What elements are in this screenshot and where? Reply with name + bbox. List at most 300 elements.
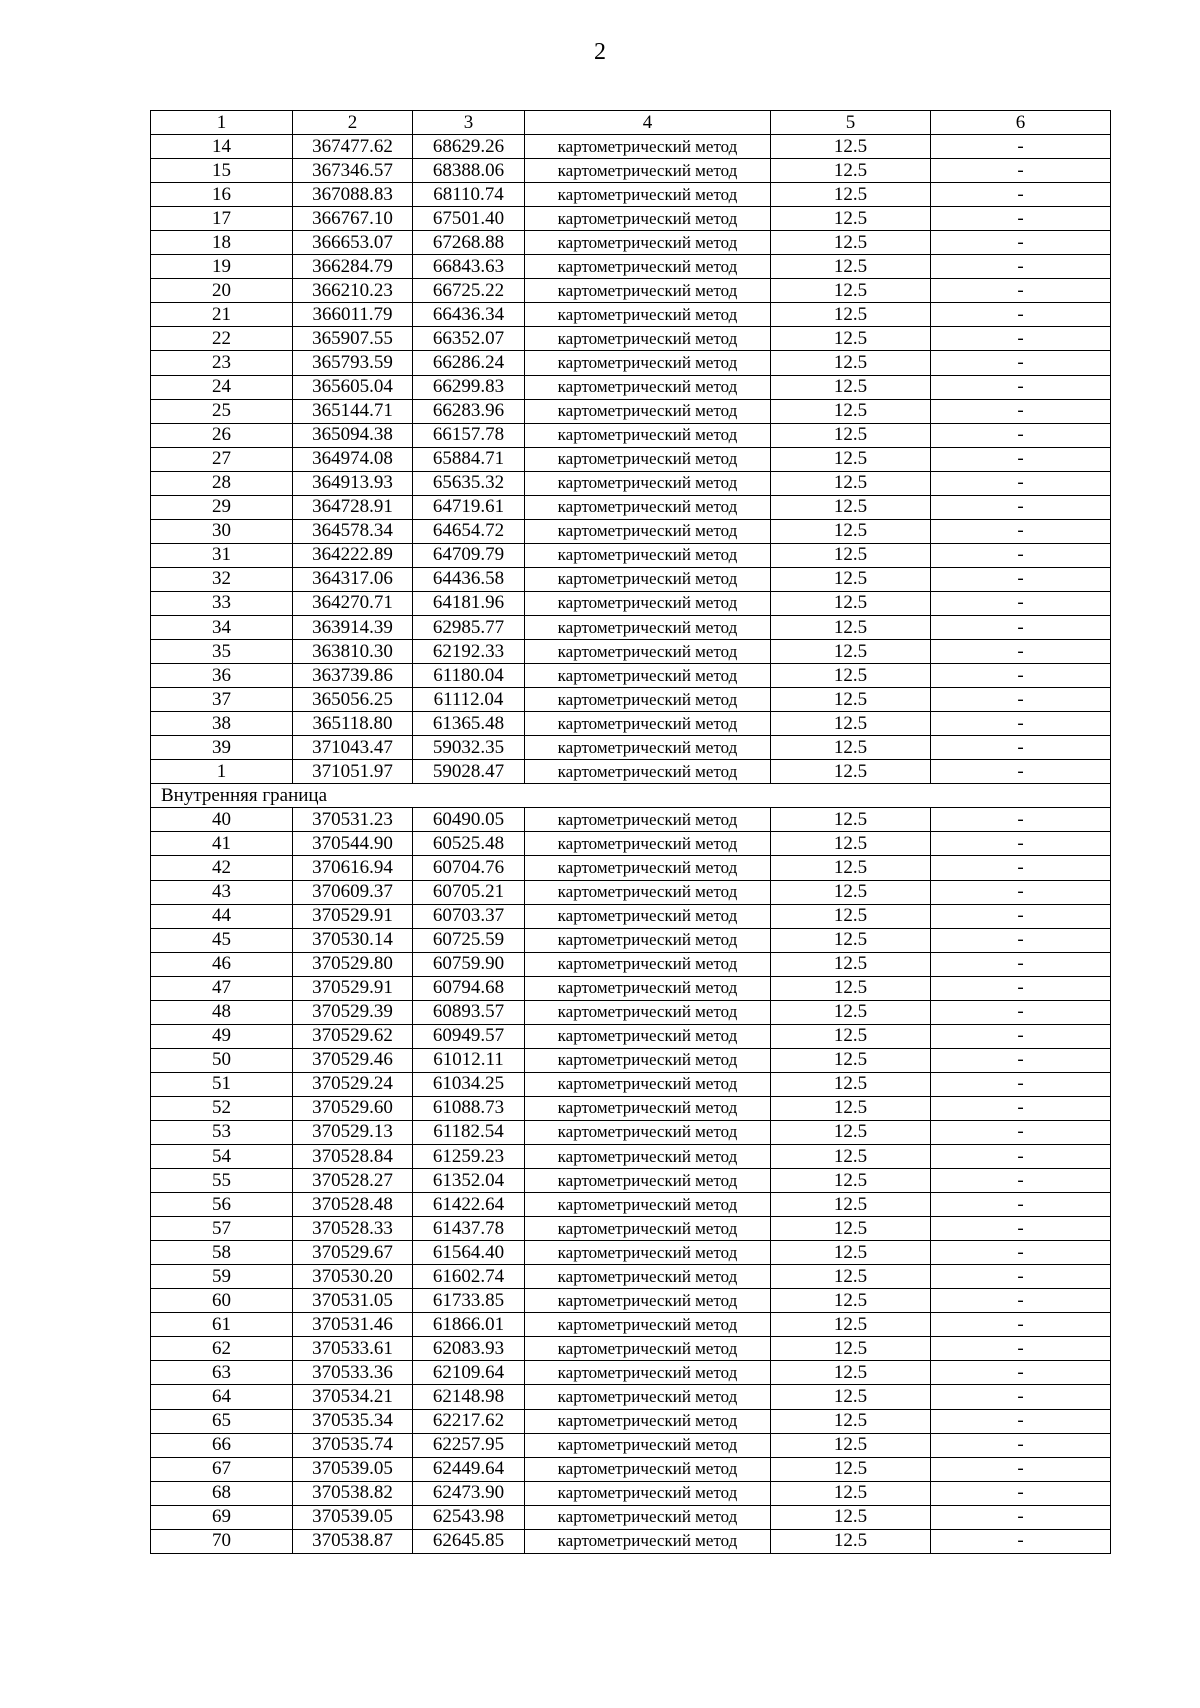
x-coordinate-cell: 364913.93 (293, 471, 413, 495)
method-cell: картометрический метод (525, 1481, 771, 1505)
method-cell: картометрический метод (525, 1289, 771, 1313)
description-cell: - (931, 1337, 1111, 1361)
accuracy-cell: 12.5 (771, 1433, 931, 1457)
accuracy-cell: 12.5 (771, 279, 931, 303)
point-number-cell: 31 (151, 543, 293, 567)
point-number-cell: 53 (151, 1120, 293, 1144)
description-cell: - (931, 1000, 1111, 1024)
accuracy-cell: 12.5 (771, 159, 931, 183)
point-number-cell: 22 (151, 327, 293, 351)
description-cell: - (931, 1505, 1111, 1529)
accuracy-cell: 12.5 (771, 231, 931, 255)
point-number-cell: 34 (151, 615, 293, 639)
table-row (151, 567, 1111, 591)
y-coordinate-cell: 61112.04 (413, 688, 525, 712)
table-row (151, 904, 1111, 928)
table-row (151, 159, 1111, 183)
accuracy-cell: 12.5 (771, 904, 931, 928)
description-cell: - (931, 1529, 1111, 1553)
x-coordinate-cell: 370533.61 (293, 1337, 413, 1361)
y-coordinate-cell: 60703.37 (413, 904, 525, 928)
description-cell: - (931, 591, 1111, 615)
method-cell: картометрический метод (525, 1241, 771, 1265)
point-number-cell: 51 (151, 1072, 293, 1096)
method-cell: картометрический метод (525, 519, 771, 543)
method-cell: картометрический метод (525, 904, 771, 928)
method-cell: картометрический метод (525, 1096, 771, 1120)
y-coordinate-cell: 59032.35 (413, 736, 525, 760)
y-coordinate-cell: 60893.57 (413, 1000, 525, 1024)
point-number-cell: 41 (151, 832, 293, 856)
x-coordinate-cell: 366210.23 (293, 279, 413, 303)
table-row (151, 423, 1111, 447)
table-row (151, 519, 1111, 543)
column-header: 2 (293, 111, 413, 135)
point-number-cell: 14 (151, 135, 293, 159)
x-coordinate-cell: 363810.30 (293, 640, 413, 664)
x-coordinate-cell: 370616.94 (293, 856, 413, 880)
x-coordinate-cell: 366653.07 (293, 231, 413, 255)
table-row (151, 279, 1111, 303)
table-row (151, 1313, 1111, 1337)
y-coordinate-cell: 66843.63 (413, 255, 525, 279)
table-row (151, 615, 1111, 639)
y-coordinate-cell: 62148.98 (413, 1385, 525, 1409)
x-coordinate-cell: 364317.06 (293, 567, 413, 591)
x-coordinate-cell: 366767.10 (293, 207, 413, 231)
y-coordinate-cell: 62217.62 (413, 1409, 525, 1433)
y-coordinate-cell: 60525.48 (413, 832, 525, 856)
description-cell: - (931, 519, 1111, 543)
x-coordinate-cell: 370539.05 (293, 1457, 413, 1481)
description-cell: - (931, 423, 1111, 447)
method-cell: картометрический метод (525, 591, 771, 615)
method-cell: картометрический метод (525, 1072, 771, 1096)
point-number-cell: 65 (151, 1409, 293, 1433)
accuracy-cell: 12.5 (771, 1024, 931, 1048)
accuracy-cell: 12.5 (771, 688, 931, 712)
description-cell: - (931, 1361, 1111, 1385)
accuracy-cell: 12.5 (771, 135, 931, 159)
y-coordinate-cell: 62543.98 (413, 1505, 525, 1529)
method-cell: картометрический метод (525, 808, 771, 832)
table-row (151, 1048, 1111, 1072)
table-row (151, 447, 1111, 471)
table-header-row (151, 111, 1111, 135)
x-coordinate-cell: 367088.83 (293, 183, 413, 207)
x-coordinate-cell: 371051.97 (293, 760, 413, 784)
table-row (151, 183, 1111, 207)
description-cell: - (931, 976, 1111, 1000)
y-coordinate-cell: 67268.88 (413, 231, 525, 255)
accuracy-cell: 12.5 (771, 1409, 931, 1433)
accuracy-cell: 12.5 (771, 1337, 931, 1361)
point-number-cell: 16 (151, 183, 293, 207)
point-number-cell: 67 (151, 1457, 293, 1481)
description-cell: - (931, 1289, 1111, 1313)
point-number-cell: 33 (151, 591, 293, 615)
x-coordinate-cell: 365056.25 (293, 688, 413, 712)
accuracy-cell: 12.5 (771, 832, 931, 856)
table-row (151, 1000, 1111, 1024)
y-coordinate-cell: 61564.40 (413, 1241, 525, 1265)
point-number-cell: 28 (151, 471, 293, 495)
method-cell: картометрический метод (525, 279, 771, 303)
table-row (151, 1145, 1111, 1169)
y-coordinate-cell: 64719.61 (413, 495, 525, 519)
y-coordinate-cell: 61182.54 (413, 1120, 525, 1144)
method-cell: картометрический метод (525, 664, 771, 688)
x-coordinate-cell: 370531.46 (293, 1313, 413, 1337)
y-coordinate-cell: 62109.64 (413, 1361, 525, 1385)
description-cell: - (931, 712, 1111, 736)
accuracy-cell: 12.5 (771, 808, 931, 832)
y-coordinate-cell: 61012.11 (413, 1048, 525, 1072)
method-cell: картометрический метод (525, 640, 771, 664)
accuracy-cell: 12.5 (771, 1096, 931, 1120)
point-number-cell: 29 (151, 495, 293, 519)
method-cell: картометрический метод (525, 183, 771, 207)
description-cell: - (931, 207, 1111, 231)
accuracy-cell: 12.5 (771, 1313, 931, 1337)
accuracy-cell: 12.5 (771, 664, 931, 688)
description-cell: - (931, 1145, 1111, 1169)
description-cell: - (931, 1120, 1111, 1144)
x-coordinate-cell: 366011.79 (293, 303, 413, 327)
column-header: 6 (931, 111, 1111, 135)
table-row (151, 351, 1111, 375)
description-cell: - (931, 904, 1111, 928)
description-cell: - (931, 1169, 1111, 1193)
description-cell: - (931, 255, 1111, 279)
point-number-cell: 59 (151, 1265, 293, 1289)
table-row (151, 1409, 1111, 1433)
accuracy-cell: 12.5 (771, 856, 931, 880)
description-cell: - (931, 1193, 1111, 1217)
accuracy-cell: 12.5 (771, 567, 931, 591)
description-cell: - (931, 375, 1111, 399)
description-cell: - (931, 495, 1111, 519)
x-coordinate-cell: 370529.13 (293, 1120, 413, 1144)
table-row (151, 640, 1111, 664)
x-coordinate-cell: 367477.62 (293, 135, 413, 159)
accuracy-cell: 12.5 (771, 1241, 931, 1265)
method-cell: картометрический метод (525, 1120, 771, 1144)
description-cell: - (931, 952, 1111, 976)
accuracy-cell: 12.5 (771, 543, 931, 567)
table-row (151, 399, 1111, 423)
table-row (151, 231, 1111, 255)
point-number-cell: 69 (151, 1505, 293, 1529)
method-cell: картометрический метод (525, 712, 771, 736)
description-cell: - (931, 447, 1111, 471)
x-coordinate-cell: 364578.34 (293, 519, 413, 543)
point-number-cell: 1 (151, 760, 293, 784)
point-number-cell: 50 (151, 1048, 293, 1072)
x-coordinate-cell: 364974.08 (293, 447, 413, 471)
y-coordinate-cell: 61733.85 (413, 1289, 525, 1313)
method-cell: картометрический метод (525, 207, 771, 231)
method-cell: картометрический метод (525, 543, 771, 567)
method-cell: картометрический метод (525, 760, 771, 784)
method-cell: картометрический метод (525, 1217, 771, 1241)
x-coordinate-cell: 370538.87 (293, 1529, 413, 1553)
y-coordinate-cell: 65884.71 (413, 447, 525, 471)
y-coordinate-cell: 66299.83 (413, 375, 525, 399)
accuracy-cell: 12.5 (771, 928, 931, 952)
table-row (151, 880, 1111, 904)
x-coordinate-cell: 365144.71 (293, 399, 413, 423)
x-coordinate-cell: 370528.33 (293, 1217, 413, 1241)
point-number-cell: 27 (151, 447, 293, 471)
table-row (151, 327, 1111, 351)
x-coordinate-cell: 370528.84 (293, 1145, 413, 1169)
point-number-cell: 35 (151, 640, 293, 664)
point-number-cell: 55 (151, 1169, 293, 1193)
table-row (151, 736, 1111, 760)
table-row (151, 1337, 1111, 1361)
x-coordinate-cell: 370609.37 (293, 880, 413, 904)
point-number-cell: 40 (151, 808, 293, 832)
y-coordinate-cell: 61088.73 (413, 1096, 525, 1120)
table-row (151, 135, 1111, 159)
description-cell: - (931, 1265, 1111, 1289)
x-coordinate-cell: 364222.89 (293, 543, 413, 567)
point-number-cell: 17 (151, 207, 293, 231)
method-cell: картометрический метод (525, 303, 771, 327)
point-number-cell: 25 (151, 399, 293, 423)
y-coordinate-cell: 60704.76 (413, 856, 525, 880)
table-row (151, 591, 1111, 615)
accuracy-cell: 12.5 (771, 1265, 931, 1289)
method-cell: картометрический метод (525, 255, 771, 279)
column-header: 3 (413, 111, 525, 135)
y-coordinate-cell: 61866.01 (413, 1313, 525, 1337)
point-number-cell: 48 (151, 1000, 293, 1024)
point-number-cell: 21 (151, 303, 293, 327)
page-number: 2 (594, 39, 606, 65)
point-number-cell: 64 (151, 1385, 293, 1409)
point-number-cell: 32 (151, 567, 293, 591)
point-number-cell: 52 (151, 1096, 293, 1120)
accuracy-cell: 12.5 (771, 1193, 931, 1217)
x-coordinate-cell: 370529.39 (293, 1000, 413, 1024)
accuracy-cell: 12.5 (771, 303, 931, 327)
method-cell: картометрический метод (525, 1000, 771, 1024)
table-row (151, 688, 1111, 712)
accuracy-cell: 12.5 (771, 736, 931, 760)
x-coordinate-cell: 370539.05 (293, 1505, 413, 1529)
y-coordinate-cell: 67501.40 (413, 207, 525, 231)
method-cell: картометрический метод (525, 1385, 771, 1409)
x-coordinate-cell: 371043.47 (293, 736, 413, 760)
point-number-cell: 68 (151, 1481, 293, 1505)
method-cell: картометрический метод (525, 736, 771, 760)
section-title: Внутренняя граница (151, 784, 1111, 808)
point-number-cell: 70 (151, 1529, 293, 1553)
accuracy-cell: 12.5 (771, 712, 931, 736)
method-cell: картометрический метод (525, 1505, 771, 1529)
x-coordinate-cell: 365605.04 (293, 375, 413, 399)
table-row (151, 1241, 1111, 1265)
y-coordinate-cell: 60490.05 (413, 808, 525, 832)
x-coordinate-cell: 370535.74 (293, 1433, 413, 1457)
description-cell: - (931, 1024, 1111, 1048)
x-coordinate-cell: 370530.20 (293, 1265, 413, 1289)
x-coordinate-cell: 363739.86 (293, 664, 413, 688)
point-number-cell: 56 (151, 1193, 293, 1217)
description-cell: - (931, 1385, 1111, 1409)
x-coordinate-cell: 370535.34 (293, 1409, 413, 1433)
table-row (151, 1096, 1111, 1120)
description-cell: - (931, 1409, 1111, 1433)
accuracy-cell: 12.5 (771, 1289, 931, 1313)
method-cell: картометрический метод (525, 1433, 771, 1457)
table-row (151, 928, 1111, 952)
accuracy-cell: 12.5 (771, 519, 931, 543)
method-cell: картометрический метод (525, 399, 771, 423)
y-coordinate-cell: 64436.58 (413, 567, 525, 591)
table-row (151, 495, 1111, 519)
method-cell: картометрический метод (525, 327, 771, 351)
method-cell: картометрический метод (525, 351, 771, 375)
accuracy-cell: 12.5 (771, 880, 931, 904)
y-coordinate-cell: 60794.68 (413, 976, 525, 1000)
method-cell: картометрический метод (525, 1409, 771, 1433)
accuracy-cell: 12.5 (771, 375, 931, 399)
description-cell: - (931, 183, 1111, 207)
x-coordinate-cell: 370529.46 (293, 1048, 413, 1072)
accuracy-cell: 12.5 (771, 1048, 931, 1072)
accuracy-cell: 12.5 (771, 1217, 931, 1241)
x-coordinate-cell: 370529.60 (293, 1096, 413, 1120)
point-number-cell: 49 (151, 1024, 293, 1048)
method-cell: картометрический метод (525, 952, 771, 976)
column-header: 5 (771, 111, 931, 135)
y-coordinate-cell: 61365.48 (413, 712, 525, 736)
y-coordinate-cell: 64709.79 (413, 543, 525, 567)
y-coordinate-cell: 68629.26 (413, 135, 525, 159)
point-number-cell: 47 (151, 976, 293, 1000)
table-row (151, 760, 1111, 784)
description-cell: - (931, 1241, 1111, 1265)
point-number-cell: 19 (151, 255, 293, 279)
y-coordinate-cell: 60949.57 (413, 1024, 525, 1048)
accuracy-cell: 12.5 (771, 1361, 931, 1385)
table-row (151, 1481, 1111, 1505)
x-coordinate-cell: 370528.27 (293, 1169, 413, 1193)
x-coordinate-cell: 364270.71 (293, 591, 413, 615)
table-row (151, 1433, 1111, 1457)
y-coordinate-cell: 65635.32 (413, 471, 525, 495)
column-header: 1 (151, 111, 293, 135)
method-cell: картометрический метод (525, 1361, 771, 1385)
table-row (151, 1289, 1111, 1313)
point-number-cell: 30 (151, 519, 293, 543)
description-cell: - (931, 279, 1111, 303)
accuracy-cell: 12.5 (771, 760, 931, 784)
accuracy-cell: 12.5 (771, 1120, 931, 1144)
x-coordinate-cell: 365793.59 (293, 351, 413, 375)
method-cell: картометрический метод (525, 423, 771, 447)
point-number-cell: 62 (151, 1337, 293, 1361)
point-number-cell: 43 (151, 880, 293, 904)
point-number-cell: 42 (151, 856, 293, 880)
x-coordinate-cell: 364728.91 (293, 495, 413, 519)
method-cell: картометрический метод (525, 1048, 771, 1072)
method-cell: картометрический метод (525, 880, 771, 904)
y-coordinate-cell: 66286.24 (413, 351, 525, 375)
accuracy-cell: 12.5 (771, 351, 931, 375)
x-coordinate-cell: 370529.24 (293, 1072, 413, 1096)
description-cell: - (931, 1096, 1111, 1120)
method-cell: картометрический метод (525, 495, 771, 519)
description-cell: - (931, 543, 1111, 567)
method-cell: картометрический метод (525, 1457, 771, 1481)
point-number-cell: 38 (151, 712, 293, 736)
description-cell: - (931, 135, 1111, 159)
table-row (151, 1529, 1111, 1553)
method-cell: картометрический метод (525, 832, 771, 856)
method-cell: картометрический метод (525, 1337, 771, 1361)
method-cell: картометрический метод (525, 928, 771, 952)
y-coordinate-cell: 59028.47 (413, 760, 525, 784)
y-coordinate-cell: 66157.78 (413, 423, 525, 447)
table-row (151, 471, 1111, 495)
y-coordinate-cell: 62192.33 (413, 640, 525, 664)
accuracy-cell: 12.5 (771, 1505, 931, 1529)
description-cell: - (931, 1313, 1111, 1337)
y-coordinate-cell: 61422.64 (413, 1193, 525, 1217)
table-row (151, 1120, 1111, 1144)
description-cell: - (931, 615, 1111, 639)
point-number-cell: 45 (151, 928, 293, 952)
table-row (151, 1024, 1111, 1048)
accuracy-cell: 12.5 (771, 1145, 931, 1169)
x-coordinate-cell: 363914.39 (293, 615, 413, 639)
accuracy-cell: 12.5 (771, 1481, 931, 1505)
y-coordinate-cell: 62083.93 (413, 1337, 525, 1361)
point-number-cell: 61 (151, 1313, 293, 1337)
accuracy-cell: 12.5 (771, 1385, 931, 1409)
method-cell: картометрический метод (525, 856, 771, 880)
table-row (151, 976, 1111, 1000)
method-cell: картометрический метод (525, 375, 771, 399)
point-number-cell: 15 (151, 159, 293, 183)
description-cell: - (931, 832, 1111, 856)
point-number-cell: 58 (151, 1241, 293, 1265)
description-cell: - (931, 327, 1111, 351)
y-coordinate-cell: 61352.04 (413, 1169, 525, 1193)
y-coordinate-cell: 61437.78 (413, 1217, 525, 1241)
point-number-cell: 46 (151, 952, 293, 976)
y-coordinate-cell: 60725.59 (413, 928, 525, 952)
description-cell: - (931, 399, 1111, 423)
method-cell: картометрический метод (525, 1024, 771, 1048)
y-coordinate-cell: 61180.04 (413, 664, 525, 688)
x-coordinate-cell: 370528.48 (293, 1193, 413, 1217)
method-cell: картометрический метод (525, 471, 771, 495)
y-coordinate-cell: 61034.25 (413, 1072, 525, 1096)
method-cell: картометрический метод (525, 1529, 771, 1553)
y-coordinate-cell: 60759.90 (413, 952, 525, 976)
y-coordinate-cell: 62645.85 (413, 1529, 525, 1553)
accuracy-cell: 12.5 (771, 471, 931, 495)
section-header-row (151, 784, 1111, 808)
point-number-cell: 66 (151, 1433, 293, 1457)
description-cell: - (931, 351, 1111, 375)
accuracy-cell: 12.5 (771, 207, 931, 231)
